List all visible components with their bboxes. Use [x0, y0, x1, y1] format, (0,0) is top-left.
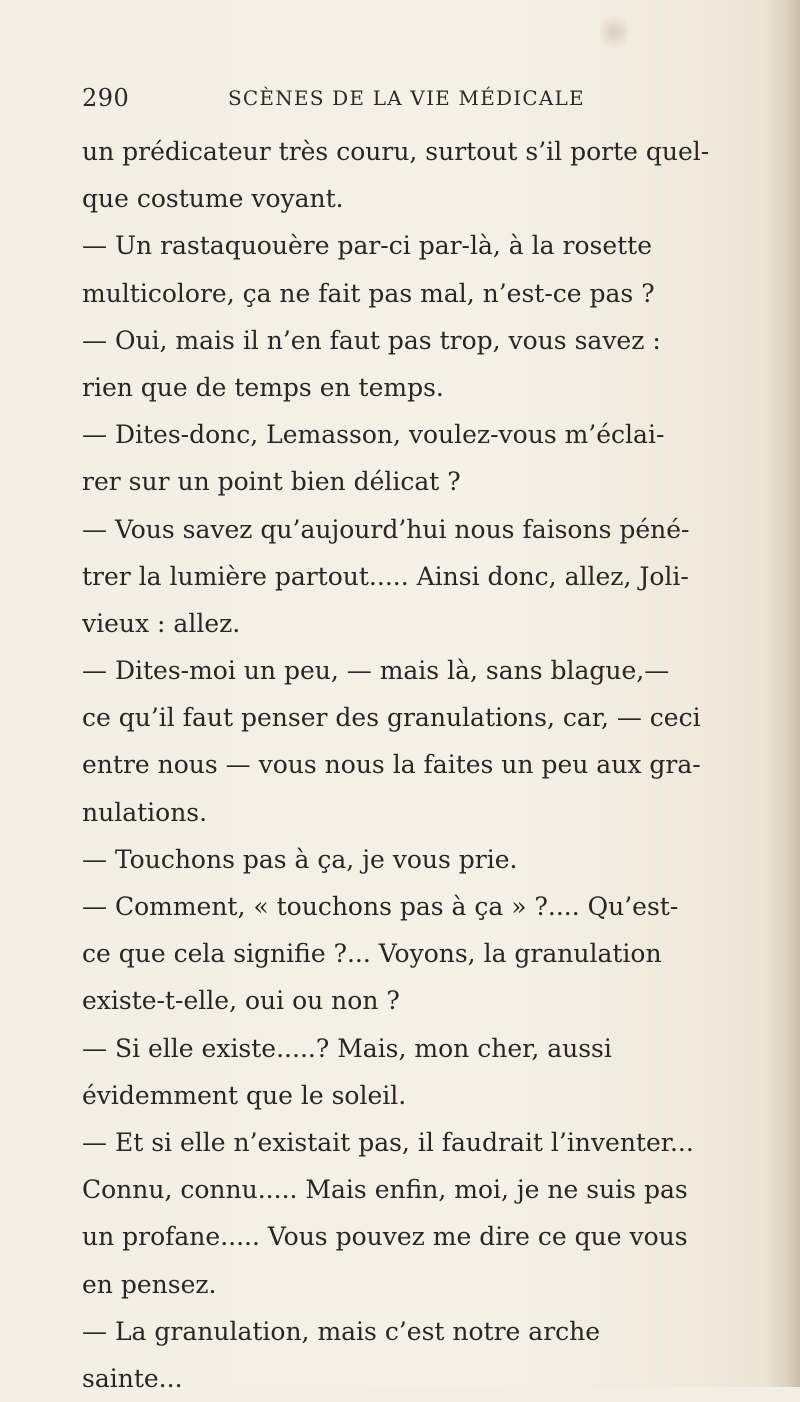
text-line: — Dites-donc, Lemasson, voulez-vous m’éclai-	[82, 420, 665, 450]
text-line: existe-t-elle, oui ou non ?	[82, 986, 400, 1016]
text-line: entre nous — vous nous la faites un peu aux gra-	[82, 750, 701, 780]
text-line: — Dites-moi un peu, — mais là, sans blague,—	[82, 656, 670, 686]
page-header	[82, 84, 722, 118]
page-number: 290	[82, 84, 130, 112]
text-line: Connu, connu..... Mais enfin, moi, je ne suis pas	[82, 1175, 688, 1205]
text-line: rer sur un point bien délicat ?	[82, 467, 461, 497]
body-text	[82, 128, 794, 1402]
text-line: ce qu’il faut penser des granulations, car, — ceci	[82, 703, 701, 733]
text-line: — Oui, mais il n’en faut pas trop, vous savez :	[82, 325, 661, 355]
text-line: — Comment, « touchons pas à ça » ?.... Qu’est-	[82, 892, 679, 921]
text-line: évidemment que le soleil.	[82, 1080, 407, 1110]
text-line: un profane..... Vous pouvez me dire ce que vous	[82, 1222, 688, 1252]
running-title: SCÈNES DE LA VIE MÉDICALE	[228, 86, 585, 110]
text-line: — Un rastaquouère par-ci par-là, à la rosette	[82, 231, 653, 261]
text-line: — Touchons pas à ça, je vous prie.	[82, 844, 518, 874]
text-line: un prédicateur très couru, surtout s’il porte quel-	[82, 137, 710, 166]
text-line: — Et si elle n’existait pas, il faudrait l’inventer...	[82, 1127, 694, 1157]
text-line: que costume voyant.	[82, 184, 344, 214]
text-line: rien que de temps en temps.	[82, 372, 444, 402]
text-line: vieux : allez.	[82, 608, 241, 638]
text-line: multicolore, ça ne fait pas mal, n’est-ce pas ?	[82, 278, 655, 308]
text-line: trer la lumière partout..... Ainsi donc, allez, Joli-	[82, 561, 689, 591]
text-line: — La granulation, mais c’est notre arche	[82, 1316, 601, 1346]
text-line: sainte...	[82, 1363, 183, 1393]
text-line: — Si elle existe.....? Mais, mon cher, aussi	[82, 1033, 612, 1063]
text-line: — Vous savez qu’aujourd’hui nous faisons péné-	[82, 514, 690, 544]
text-line: ce que cela signifie ?... Voyons, la granulation	[82, 939, 662, 969]
page-stain	[600, 10, 628, 54]
text-line: en pensez.	[82, 1269, 217, 1299]
text-line: nulations.	[82, 797, 208, 827]
